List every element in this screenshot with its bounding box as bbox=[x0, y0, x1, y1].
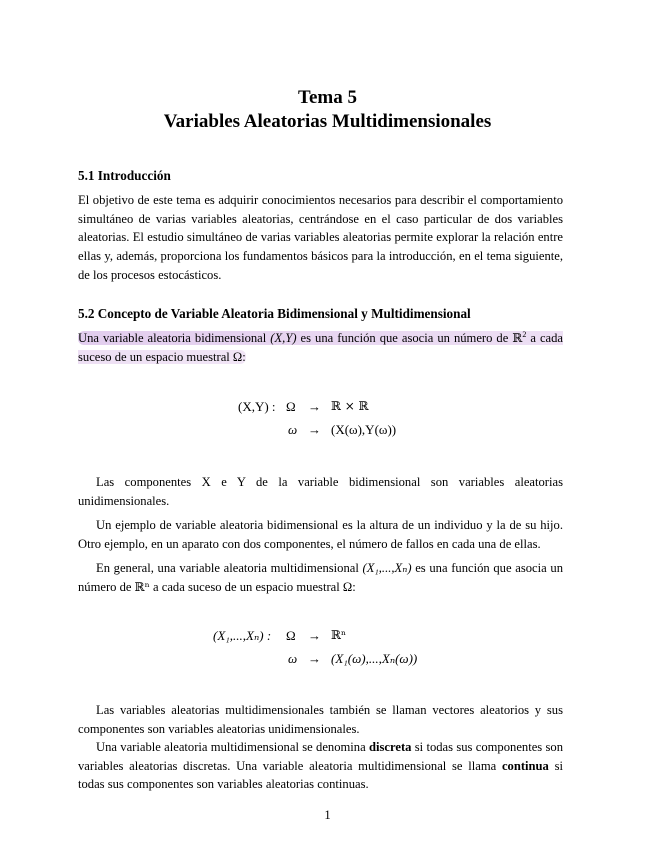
map1-codomain: ℝ × ℝ bbox=[331, 399, 369, 413]
paragraph-componentes: Las componentes X e Y de la variable bidimensional son variables aleatorias unidimensionales. bbox=[78, 475, 563, 508]
section-heading-concepto: 5.2 Concepto de Variable Aleatoria Bidimensional y Multidimensional bbox=[78, 306, 471, 321]
p3-text-a: En general, una variable aleatoria multidimensional bbox=[96, 561, 359, 575]
map2-domain: Ω bbox=[286, 628, 296, 643]
map1-arrow: → bbox=[308, 399, 321, 414]
p5-text-a: Una variable aleatoria multidimensional se denomina bbox=[96, 740, 366, 754]
map2-arrow: → bbox=[308, 628, 321, 643]
paragraph-ejemplo: Un ejemplo de variable aleatoria bidimensional es la altura de un individuo y la de su hijo. Otro ejemplo, en un aparato con dos componentes, el número de fallos en cada una de ellas. bbox=[78, 518, 563, 551]
definition-bidimensional bbox=[78, 329, 563, 366]
p3-text-c: a cada suceso de un espacio muestral Ω: bbox=[153, 579, 356, 594]
map1-lhs: (X,Y) : bbox=[238, 399, 276, 414]
p3-text-b: es una función que asocia un número de bbox=[78, 561, 563, 594]
p3-vector: (X₁,...,Xₙ) bbox=[362, 561, 412, 575]
paragraph-general bbox=[78, 559, 563, 596]
intro-paragraph: El objetivo de este tema es adquirir conocimientos necesarios para describir el comportamiento simultáneo de varias variables aleatorias, centrándose en el caso particular de dos variables aleatorias. El estudio simultáneo de varias variables aleatorias permite explorar la relación entre ellas y, además, proporciona los fundamentos básicos para la introducción, en el tema siguiente, de los procesos estocásticos. bbox=[78, 193, 563, 282]
map1-domain: Ω bbox=[286, 399, 296, 414]
map2-lhs: (X₁,...,Xₙ) : bbox=[213, 628, 272, 643]
term-discreta: discreta bbox=[369, 740, 412, 754]
def-reals: ℝ bbox=[512, 331, 523, 345]
map1-element: ω bbox=[288, 422, 298, 437]
map2-arrow2: → bbox=[308, 651, 321, 666]
section-heading-introduccion: 5.1 Introducción bbox=[78, 168, 171, 183]
map2-codomain: ℝⁿ bbox=[331, 628, 347, 642]
paragraph-discreta-continua bbox=[78, 738, 563, 794]
map1-arrow2: → bbox=[308, 422, 321, 437]
def-text-c: a cada suceso de un espacio muestral Ω: bbox=[78, 331, 564, 364]
chapter-title: Variables Aleatorias Multidimensionales bbox=[163, 111, 492, 132]
def-text-a: Una variable aleatoria bidimensional bbox=[78, 331, 267, 345]
map1-image: (X(ω),Y(ω)) bbox=[331, 422, 397, 437]
highlight-annotation bbox=[78, 331, 563, 364]
def-pair: (X,Y) bbox=[270, 331, 297, 345]
def-exponent: 2 bbox=[522, 330, 527, 339]
p3-rn: ℝⁿ bbox=[134, 579, 150, 594]
map2-image: (X₁(ω),...,Xₙ(ω)) bbox=[331, 651, 418, 666]
p5-text-b: si todas sus componentes son variables aleatorias discretas. Una variable aleatoria multidimensional se llama bbox=[78, 740, 563, 773]
page-number: 1 bbox=[324, 808, 331, 822]
chapter-number: Tema 5 bbox=[298, 87, 357, 108]
term-continua: continua bbox=[501, 758, 549, 773]
p5-text-c: si todas sus componentes son variables aleatorias continuas. bbox=[78, 758, 563, 792]
def-text-b: es una función que asocia un número de bbox=[300, 331, 509, 345]
paragraph-vectores: Las variables aleatorias multidimensionales también se llaman vectores aleatorios y sus componentes son variables aleatorias unidimensionales. bbox=[78, 703, 563, 736]
map2-element: ω bbox=[288, 651, 298, 666]
